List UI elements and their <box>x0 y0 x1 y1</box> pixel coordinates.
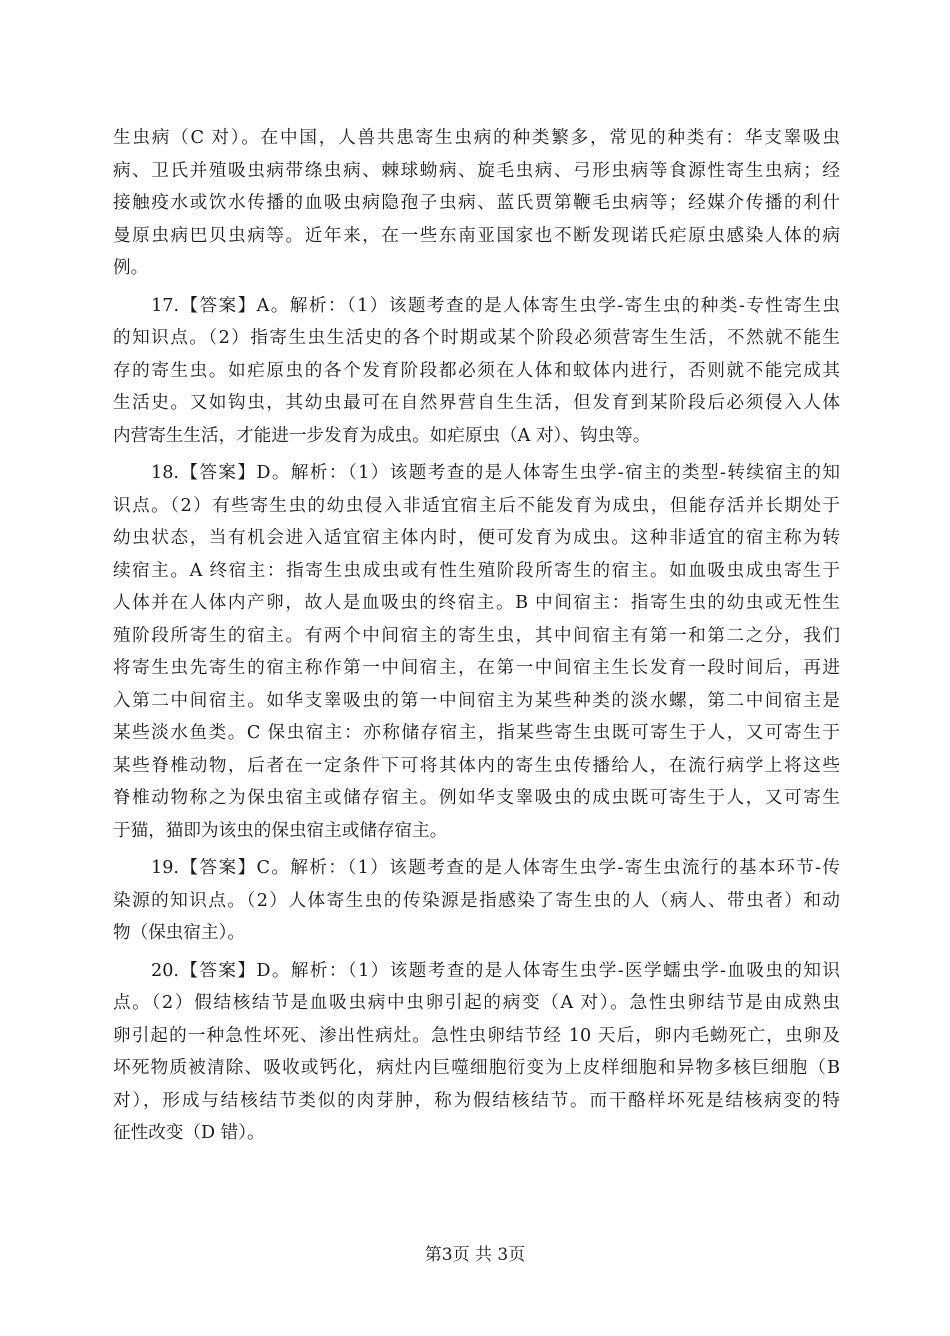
text-line: 生活史。又如钩虫，其幼虫最可在自然界营自生生活，但发育到某阶段后必须侵入人体 <box>113 393 840 413</box>
text-line: 例。 <box>113 258 149 278</box>
text-line: 续宿主。A 终宿主：指寄生虫成虫或有性生殖阶段所寄生的宿主。如血吸虫成虫寄生于 <box>113 560 840 581</box>
text-line: 生虫病（C 对）。在中国，人兽共患寄生虫病的种类繁多，常见的种类有：华支睾吸虫 <box>113 128 840 148</box>
paragraph-continuation <box>113 122 840 285</box>
text-line: 的知识点。（2）指寄生虫生活史的各个时期或某个阶段必须营寄生生活，不然就不能生 <box>113 328 840 348</box>
text-line: 点。（2）假结核结节是血吸虫病中虫卵引起的病变（A 对）。急性虫卵结节是由成熟虫 <box>113 993 840 1013</box>
text-line: 识点。（2）有些寄生虫的幼虫侵入非适宜宿主后不能发育为成虫，但能存活并长期处于 <box>113 495 840 516</box>
answer-19 <box>113 852 840 950</box>
text-line: 脊椎动物称之为保虫宿主或储存宿主。例如华支睾吸虫的成虫既可寄生于人，又可寄生 <box>113 788 840 808</box>
text-line: 20.【答案】D。解析：（1）该题考查的是人体寄生虫学-医学蠕虫学-血吸虫的知识 <box>113 960 840 981</box>
answer-20 <box>113 955 840 1150</box>
text-line: 于猫，猫即为该虫的保虫宿主或储存宿主。 <box>113 820 448 841</box>
text-line: 17.【答案】A。解析：（1）该题考查的是人体寄生虫学-寄生虫的种类-专性寄生虫 <box>113 295 840 316</box>
text-line: 存的寄生虫。如疟原虫的各个发育阶段都必须在人体和蚊体内进行，否则就不能完成其 <box>113 360 840 381</box>
answer-17 <box>113 290 840 453</box>
text-line: 卵引起的一种急性坏死、渗出性病灶。急性虫卵结节经 10 天后，卵内毛蚴死亡，虫卵及 <box>113 1025 840 1046</box>
page-number: 第3页 共 3页 <box>424 1245 526 1265</box>
text-line: 对），形成与结核结节类似的肉芽肿，称为假结核结节。而干酪样坏死是结核病变的特 <box>113 1090 840 1111</box>
text-line: 18.【答案】D。解析：（1）该题考查的是人体寄生虫学-宿主的类型-转续宿主的知 <box>113 463 840 483</box>
text-line: 内营寄生生活，才能进一步发育为成虫。如疟原虫（A 对）、钩虫等。 <box>113 425 651 446</box>
text-line: 染源的知识点。（2）人体寄生虫的传染源是指感染了寄生虫的人（病人、带虫者）和动 <box>113 890 840 911</box>
text-line: 人体并在人体内产卵，故人是血吸虫的终宿主。B 中间宿主：指寄生虫的幼虫或无性生 <box>113 593 840 613</box>
text-line: 曼原虫病巴贝虫病等。近年来，在一些东南亚国家也不断发现诺氏疟原虫感染人体的病 <box>113 225 840 246</box>
text-line: 征性改变（D 错）。 <box>113 1123 265 1143</box>
answer-18 <box>113 457 840 847</box>
text-line: 幼虫状态，当有机会进入适宜宿主体内时，便可发育为成虫。这种非适宜的宿主称为转 <box>113 528 840 548</box>
text-line: 殖阶段所寄生的宿主。有两个中间宿主的寄生虫，其中间宿主有第一和第二之分，我们 <box>113 625 840 646</box>
text-line: 19.【答案】C。解析：（1）该题考查的是人体寄生虫学-寄生虫流行的基本环节-传 <box>113 858 840 878</box>
text-line: 接触疫水或饮水传播的血吸虫病隐孢子虫病、蓝氏贾第鞭毛虫病等；经媒介传播的利什 <box>113 193 840 213</box>
text-line: 将寄生虫先寄生的宿主称作第一中间宿主，在第一中间宿主生长发育一段时间后，再进 <box>113 658 840 678</box>
text-line: 病、卫氏并殖吸虫病带绦虫病、棘球蚴病、旋毛虫病、弓形虫病等食源性寄生虫病；经 <box>113 160 840 181</box>
text-line: 物（保虫宿主）。 <box>113 923 245 943</box>
text-line: 某些脊椎动物，后者在一定条件下可将其体内的寄生虫传播给人，在流行病学上将这些 <box>113 755 840 776</box>
text-line: 入第二中间宿主。如华支睾吸虫的第一中间宿主为某些种类的淡水螺，第二中间宿主是 <box>113 690 840 711</box>
text-line: 坏死物质被清除、吸收或钙化，病灶内巨噬细胞衍变为上皮样细胞和异物多核巨细胞（B <box>113 1058 840 1078</box>
text-line: 某些淡水鱼类。C 保虫宿主：亦称储存宿主，指某些寄生虫既可寄生于人，又可寄生于 <box>113 723 840 743</box>
document-body <box>113 122 840 1150</box>
